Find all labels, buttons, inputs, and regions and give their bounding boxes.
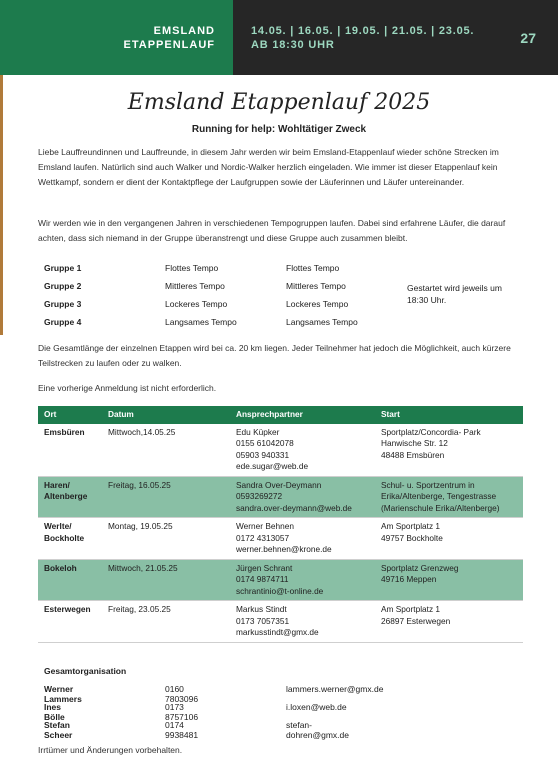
cell-ort: Emsbüren [38,424,102,477]
contact-name: Jürgen Schrant [236,562,293,573]
cell-datum: Mittwoch,14.05.25 [102,424,230,477]
group-name: Gruppe 3 [44,299,82,309]
header-dates-block [233,0,558,75]
intro-paragraph-1: Liebe Lauffreundinnen und Lauffreunde, in diesem Jahr werden wir beim Emsland-Etappenlauf wieder schöne Strecken im Emsland laufen. Natürlich sind auch Walker und Nordic-Walker herzlich eingeladen. Wie immer ist dieser Etappenlauf kein Wettkampf, sondern er dient der Kontaktpflege der Laufgruppen sowie der Läuferinnen und Läufer untereinander. [38,147,499,187]
contact-phone: 0174 9874711 [236,574,289,584]
group-name: Gruppe 4 [44,317,82,327]
cell-ansprechpartner [230,601,375,643]
cell-datum: Montag, 19.05.25 [102,518,230,560]
contact-phone: 0593269272 [236,491,283,501]
contact-phone: 0173 7057351 [236,615,290,626]
cell-ansprechpartner [230,559,375,601]
group-tempo-b: Flottes Tempo [286,263,340,273]
header-title-line1: EMSLAND [153,25,215,37]
start-line: 26897 Esterwegen [381,615,451,626]
page-subtitle: Running for help: Wohltätiger Zweck [191,124,367,135]
header-ort: Ort [38,406,102,424]
header-dates [251,24,511,52]
cell-ansprechpartner [230,424,375,477]
group-tempo-a: Langsames Tempo [165,317,237,327]
contact-email: werner.behnen@krone.de [236,544,332,554]
page-number: 27 [520,30,536,46]
contact-phone: 0172 4313057 [236,532,290,543]
cell-ansprechpartner [230,476,375,518]
header-start: Start [375,406,523,424]
group-tempo-a: Lockeres Tempo [165,299,228,309]
start-line: Schul- u. Sportzentrum in [381,479,475,490]
cell-ort: Esterwegen [38,601,102,643]
contact-email: sandra.over-deymann@web.de [236,502,352,513]
group-tempo-b: Mittleres Tempo [286,281,346,291]
start-line: Sportplatz Grenzweg [381,562,459,573]
contact-phone: 05903 940331 [236,449,290,460]
contact-name: Markus Stindt [236,604,287,614]
header-dates-line1: 14.05. | 16.05. | 19.05. | 21.05. | 23.05. [251,25,475,37]
organiser-name: Werner Lammers [44,684,82,704]
intro-paragraph-2: Wir werden wie in den vergangenen Jahren in verschiedenen Tempogruppen laufen. Dabei sind erfahrene Läufer, die darauf achten, dass sich niemand in der Gruppe überanstrengt und diese Gruppe auch zusammen bleibt. [38,218,506,243]
start-line: Hanwische Str. 12 [381,438,448,448]
group-tempo-a: Flottes Tempo [165,263,219,273]
header-datum: Datum [102,406,230,424]
start-line: 49716 Meppen [381,574,437,584]
start-line: 49757 Bockholte [381,532,443,543]
group-tempo-b: Lockeres Tempo [286,299,349,309]
page-header [0,0,558,75]
stage-schedule-table [38,406,523,643]
header-title-line2: ETAPPENLAUF [123,39,215,51]
length-paragraph: Die Gesamtlänge der einzelnen Etappen wird bei ca. 20 km liegen. Jeder Teilnehmer hat jedoch die Möglichkeit, auch kürzere Teilstrecken zu laufen oder zu walken. [38,343,511,368]
group-name: Gruppe 2 [44,281,82,291]
contact-name: Werner Behnen [236,521,294,531]
group-tempo-a: Mittleres Tempo [165,281,225,291]
organiser-email: stefan-dohren@gmx.de [286,720,349,740]
contact-email: markusstindt@gmx.de [236,627,319,637]
start-line: Erika/Altenberge, Tengestrasse [381,491,497,501]
organiser-email: i.loxen@web.de [286,702,347,712]
cell-ort: Bokeloh [38,559,102,601]
contact-email: schrantinio@t-online.de [236,585,324,596]
cell-start [375,424,523,477]
header-ansprechpartner: Ansprechpartner [230,406,375,424]
table-header-row [38,406,523,424]
cell-ort: Haren/ Altenberge [38,476,102,518]
contact-phone: 0155 61042078 [236,438,294,448]
organiser-email: lammers.werner@gmx.de [286,684,384,694]
cell-start [375,518,523,560]
table-row [38,424,523,477]
header-title-block [0,0,233,75]
organiser-phone: 0173 8757106 [165,702,199,722]
start-line: Sportplatz/Concordia- Park [381,426,481,437]
cell-start [375,476,523,518]
header-title [124,24,215,52]
table-row [38,559,523,601]
cell-start [375,559,523,601]
organiser-name: Stefan Scheer [44,720,73,740]
organisation-heading: Gesamtorganisation [44,666,127,676]
cell-datum: Freitag, 23.05.25 [102,601,230,643]
group-name: Gruppe 1 [44,263,82,273]
contact-name: Sandra Over-Deymann [236,479,322,490]
start-time-note: Gestartet wird jeweils um 18:30 Uhr. [407,283,502,305]
cell-start [375,601,523,643]
start-line: Am Sportplatz 1 [381,521,441,531]
contact-email: ede.sugar@web.de [236,461,309,471]
start-line: 48488 Emsbüren [381,449,445,460]
cell-datum: Mittwoch, 21.05.25 [102,559,230,601]
organiser-phone: 0160 7803096 [165,684,199,704]
cell-ort: Werlte/ Bockholte [38,518,102,560]
table-row [38,518,523,560]
group-tempo-b: Langsames Tempo [286,317,358,327]
organiser-name: Ines Bölle [44,702,65,722]
table-row [38,476,523,518]
table-row [38,601,523,643]
organiser-phone: 0174 9938481 [165,720,199,740]
disclaimer: Irrtümer und Änderungen vorbehalten. [38,745,183,755]
registration-note: Eine vorherige Anmeldung ist nicht erforderlich. [38,383,217,393]
page-title: Emsland Etappenlauf 2025 [127,90,431,115]
header-dates-line2: AB 18:30 UHR [251,39,335,51]
contact-name: Edu Küpker [236,426,280,437]
start-line: Am Sportplatz 1 [381,604,441,614]
cell-datum: Freitag, 16.05.25 [102,476,230,518]
start-line: (Marienschule Erika/Altenberge) [381,502,500,513]
cell-ansprechpartner [230,518,375,560]
